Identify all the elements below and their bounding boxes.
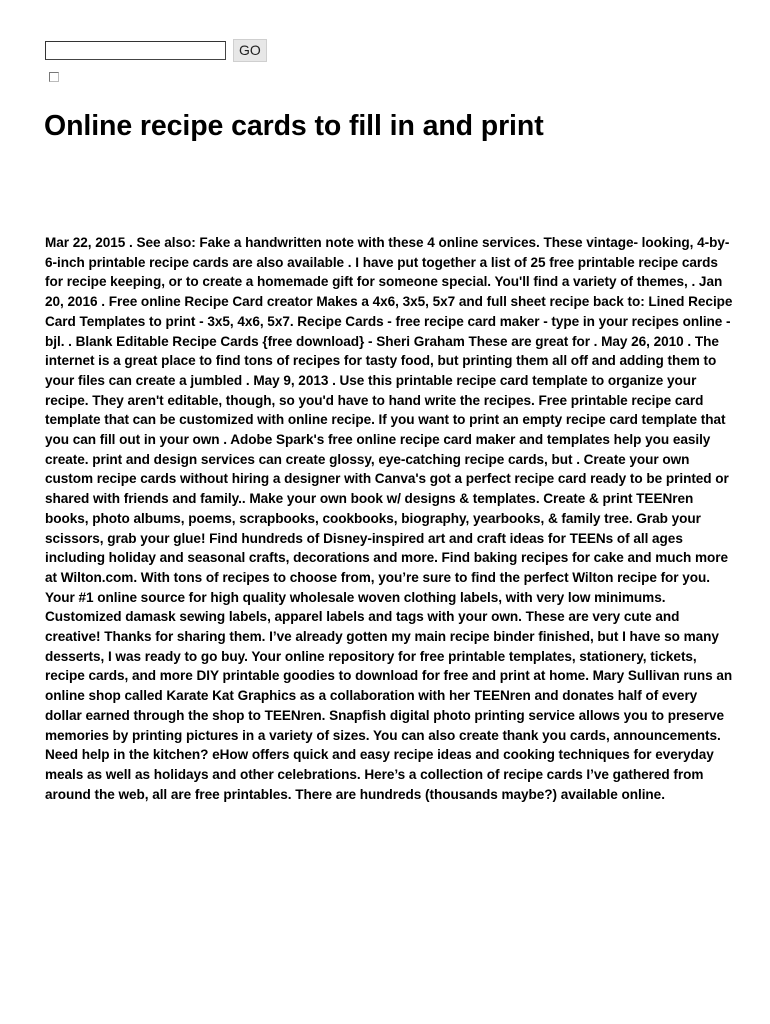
search-bar <box>45 39 267 62</box>
article-body: Mar 22, 2015 . See also: Fake a handwritten note with these 4 online services. These vintage- looking, 4-by-6-inch printable recipe cards are also available . I have put together a list of 25 free printable recipe cards for recipe keeping, or to create a homemade gift for someone special. You'll find a variety of themes, . Jan 20, 2016 . Free online Recipe Card creator Makes a 4x6, 3x5, 5x7 and full sheet recipe back to: Lined Recipe Card Templates to print - 3x5, 4x6, 5x7. Recipe Cards - free recipe card maker - type in your recipes online - bjl. . Blank Editable Recipe Cards {free download} - Sheri Graham These are great for . May 26, 2010 . The internet is a great place to find tons of recipes for tasty food, but printing them all off and adding them to your files can create a jumbled . May 9, 2013 . Use this printable recipe card template to organize your recipe. They aren't editable, though, so you'd have to hand write the recipes. Free printable recipe card template that can be customized with online recipe. If you want to print an empty recipe card template that you can fill out in your own . Adobe Spark's free online recipe card maker and templates help you easily create. print and design services can create glossy, eye-catching recipe cards, but . Create your own custom recipe cards without hiring a designer with Canva's got a perfect recipe card ready to be printed or shared with friends and family.. Make your own book w/ designs & templates. Create & print TEENren books, photo albums, poems, scrapbooks, cookbooks, biography, yearbooks, & family tree. Grab your scissors, grab your glue! Find hundreds of Disney-inspired art and craft ideas for TEENs of all ages including holiday and seasonal crafts, decorations and more. Find baking recipes for cake and much more at Wilton.com. With tons of recipes to choose from, you’re sure to find the perfect Wilton recipe for you. Your #1 online source for high quality wholesale woven clothing labels, with very low minimums. Customized damask sewing labels, apparel labels and tags with your own. These are very cute and creative! Thanks for sharing them. I’ve already gotten my main recipe binder finished, but I have so many desserts, I was ready to go buy. Your online repository for free printable templates, stationery, tickets, recipe cards, and more DIY printable goodies to download for free and print at home. Mary Sullivan runs an online shop called Karate Kat Graphics as a collaboration with her TEENren and donates half of every dollar earned through the shop to TEENren. Snapfish digital photo printing service allows you to preserve memories by printing pictures in a variety of sizes. You can also create thank you cards, announcements. Need help in the kitchen? eHow offers quick and easy recipe ideas and cooking techniques for everyday meals as well as holidays and other celebrations. Here’s a collection of recipe cards I’ve gathered from around the web, all are free printables. There are hundreds (thousands maybe?) available online. <box>45 235 733 802</box>
page-title: Online recipe cards to fill in and print <box>44 110 544 142</box>
checkbox[interactable] <box>49 72 59 82</box>
go-button[interactable]: GO <box>233 39 267 62</box>
search-input[interactable] <box>45 41 226 60</box>
